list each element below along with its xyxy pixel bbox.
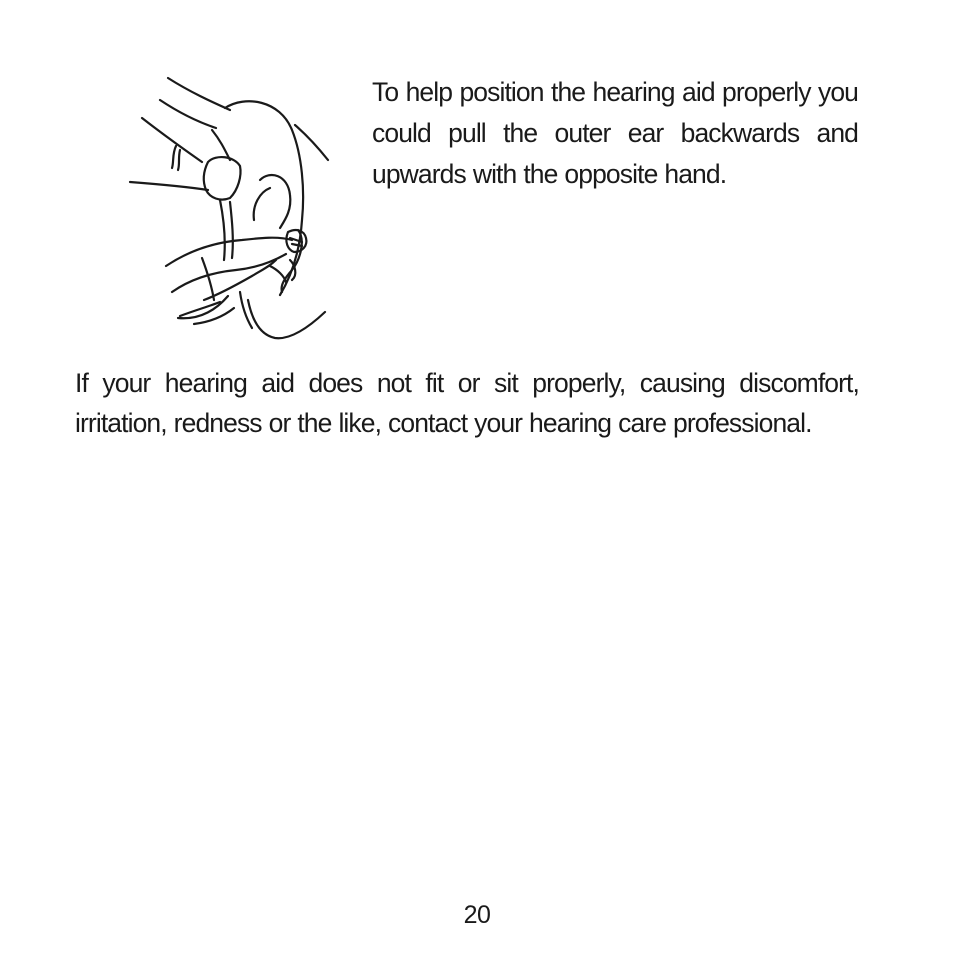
- positioning-tip-text: To help position the hearing aid properly you could pull the outer ear backwards and upwards with the opposite hand.: [372, 77, 858, 189]
- fit-warning-text: If your hearing aid does not fit or sit properly, causing discomfort, irritation, redness or the like, contact your hearing care professional.: [75, 368, 859, 438]
- page-number: 20: [463, 901, 491, 929]
- ear-hand-illustration: [120, 70, 340, 350]
